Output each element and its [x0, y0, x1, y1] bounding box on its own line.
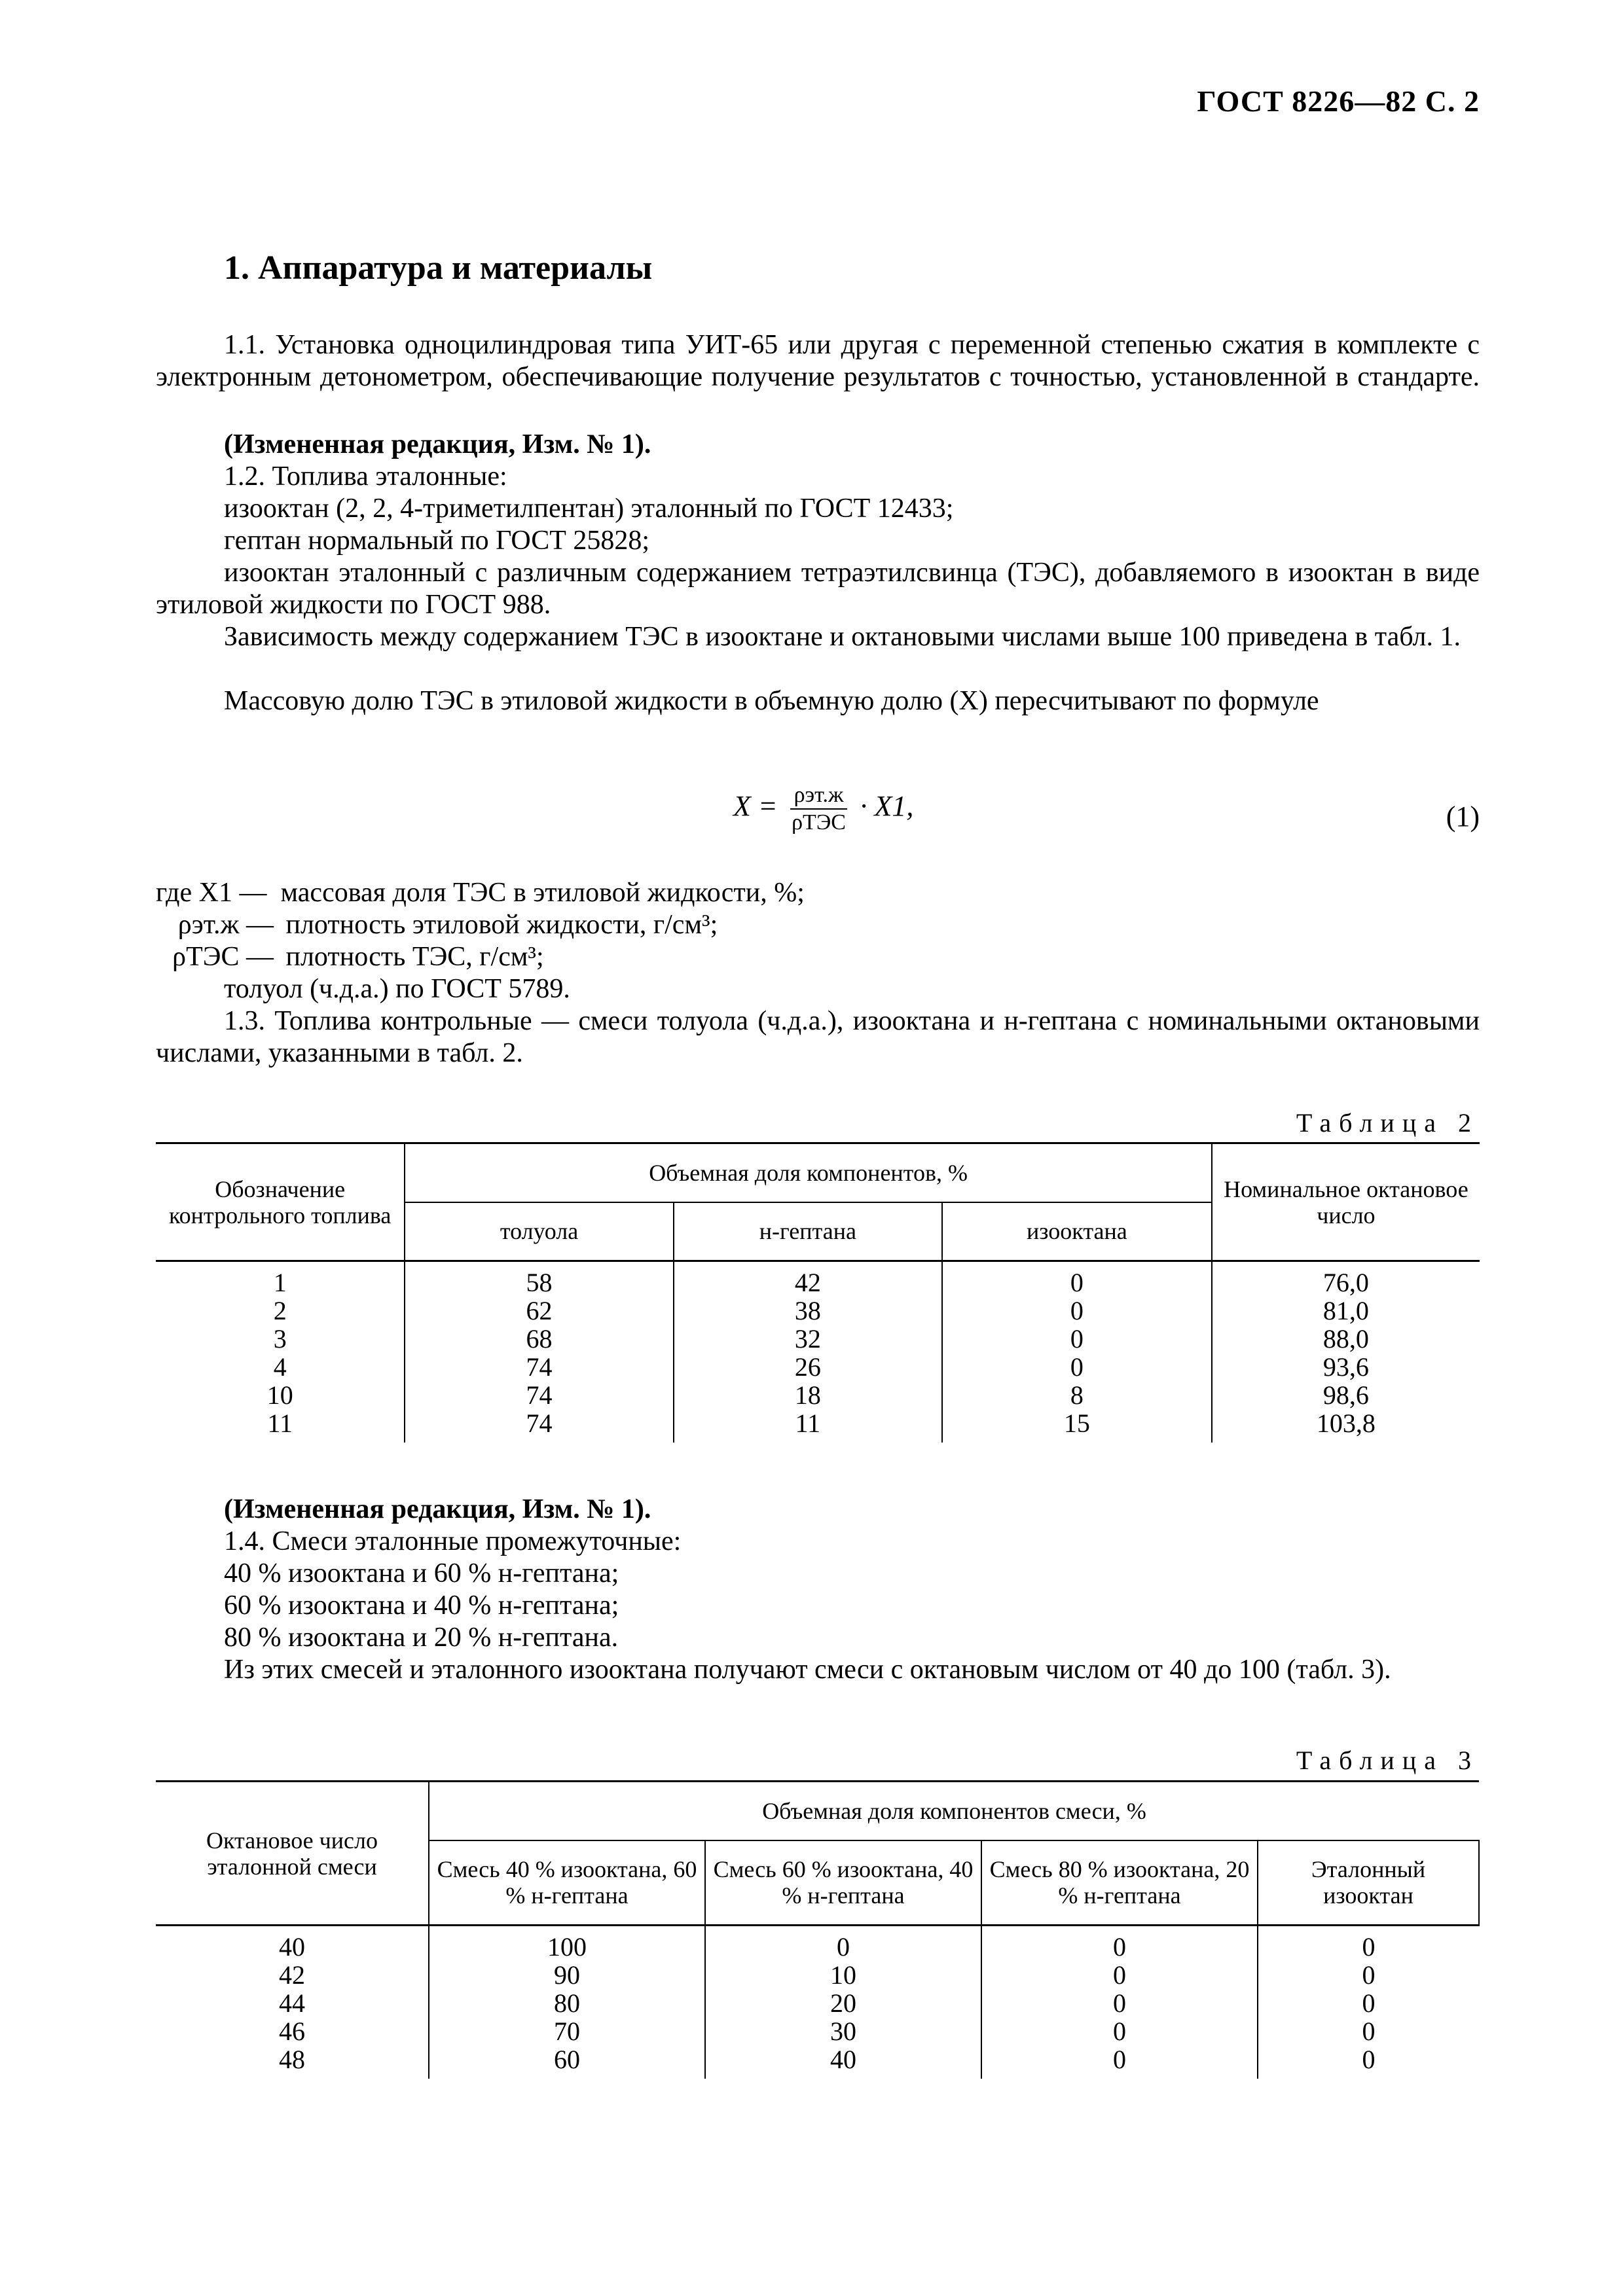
where-line-1 [156, 877, 805, 909]
paragraph-1-2-isooctane: изооктан (2, 2, 4-триметилпентан) эталонный по ГОСТ 12433; [224, 493, 954, 524]
table-cell: 0 [1362, 2017, 1376, 2046]
table-row [156, 1989, 1479, 2017]
paragraph-1-2-tel-isooctane: изооктан эталонный с различным содержанием тетраэтилсвинца (ТЭС), добавляемого в изооктан в виде этиловой жидкости по ГОСТ 988. [156, 558, 1480, 620]
paragraph-1-1-text: 1.1. Установка одноцилиндровая типа УИТ-65 или другая с переменной степенью сжатия в комплекте с электронным детонометром, обеспечивающие получение результатов с точностью, установленной в стандарте. [156, 330, 1480, 392]
formula-denominator: ρТЭС [792, 810, 846, 834]
amendment-note-2: (Измененная редакция, Изм. № 1). [224, 1494, 651, 1524]
table-cell: 98,6 [1322, 1380, 1369, 1410]
paragraph-mass-fraction: Массовую долю ТЭС в этиловой жидкости в объемную долю (X) пересчитывают по формуле [224, 686, 1319, 716]
paragraph-toluene: толуол (ч.д.а.) по ГОСТ 5789. [224, 974, 570, 1004]
table-2-header-toluene: толуола [405, 1202, 673, 1261]
table-cell: 0 [981, 1961, 1258, 1989]
table-cell: 0 [705, 1926, 981, 1962]
where-symbol: где X1 — [156, 878, 267, 908]
page-header: ГОСТ 8226—82 С. 2 [1197, 84, 1480, 118]
formula-rhs: · X1, [860, 790, 914, 823]
table-row [156, 2045, 1479, 2079]
table-3-header-share: Объемная доля компонентов смеси, % [429, 1782, 1479, 1840]
table-row [156, 1926, 1479, 1962]
table-cell: 30 [705, 2017, 981, 2045]
table-row [156, 1409, 1480, 1443]
table-cell: 0 [981, 1989, 1258, 2017]
where-symbol: ρТЭС — [172, 942, 274, 972]
table-cell: 93,6 [1322, 1352, 1369, 1382]
table-cell: 8 [942, 1381, 1212, 1409]
where-text: плотность этиловой жидкости, г/см³; [285, 910, 718, 940]
mix-line-2: 60 % изооктана и 40 % н-гептана; [224, 1590, 619, 1621]
table-cell: 81,0 [1322, 1296, 1369, 1325]
table-cell: 70 [429, 2017, 705, 2045]
table-cell: 88,0 [1322, 1324, 1369, 1354]
table-2 [156, 1142, 1480, 1443]
table-cell: 20 [705, 1989, 981, 2017]
table-cell: 0 [981, 2017, 1258, 2045]
where-symbol: ρэт.ж — [177, 910, 274, 940]
table-cell: 68 [405, 1325, 673, 1353]
section-title: 1. Аппаратура и материалы [224, 249, 653, 287]
table-cell: 60 [429, 2045, 705, 2079]
where-text: плотность ТЭС, г/см³; [285, 942, 544, 972]
table-cell: 103,8 [1316, 1408, 1376, 1438]
table-cell: 0 [1362, 1932, 1376, 1962]
table-cell: 1 [156, 1261, 405, 1297]
formula-numerator: ρэт.ж [790, 782, 848, 810]
table-row [156, 1961, 1479, 1989]
table-2-header-share: Объемная доля компонентов, % [405, 1143, 1211, 1202]
table-3-header-octane: Октановое число эталонной смеси [156, 1782, 429, 1926]
table-cell: 90 [429, 1961, 705, 1989]
paragraph-mixtures: Из этих смесей и эталонного изооктана получают смеси с октановым числом от 40 до 100 (табл. 3). [224, 1655, 1391, 1685]
table-cell: 10 [156, 1381, 405, 1409]
table-cell: 46 [156, 2017, 429, 2045]
table-cell: 0 [1362, 2045, 1376, 2074]
table-3 [156, 1780, 1480, 2079]
table-cell: 48 [156, 2045, 429, 2079]
table-cell: 0 [1362, 1960, 1376, 1990]
table-2-header-designation: Обозначение контрольного топлива [156, 1143, 405, 1261]
table-cell: 62 [405, 1297, 673, 1325]
table-3-header-mix40: Смесь 40 % изооктана, 60 % н-гептана [429, 1840, 705, 1926]
table-cell: 2 [156, 1297, 405, 1325]
table-cell: 74 [405, 1409, 673, 1443]
table-cell: 40 [705, 2045, 981, 2079]
table-cell: 0 [981, 2045, 1258, 2079]
paragraph-1-4: 1.4. Смеси эталонные промежуточные: [224, 1526, 682, 1556]
table-cell: 80 [429, 1989, 705, 2017]
table-cell: 44 [156, 1989, 429, 2017]
table-cell: 26 [674, 1353, 942, 1381]
table-2-header-isooctane: изооктана [942, 1202, 1212, 1261]
table-cell: 11 [674, 1409, 942, 1443]
table-row [156, 2017, 1479, 2045]
paragraph-dependence: Зависимость между содержанием ТЭС в изооктане и октановыми числами выше 100 приведена в табл. 1. [224, 622, 1461, 652]
table-cell: 100 [429, 1926, 705, 1962]
table-row [156, 1297, 1480, 1325]
table-cell: 18 [674, 1381, 942, 1409]
table-cell: 0 [942, 1297, 1212, 1325]
table-cell: 0 [981, 1926, 1258, 1962]
table-cell: 11 [156, 1409, 405, 1443]
paragraph-1-2-heptane: гептан нормальный по ГОСТ 25828; [224, 526, 650, 556]
table-cell: 0 [942, 1325, 1212, 1353]
mix-line-3: 80 % изооктана и 20 % н-гептана. [224, 1623, 619, 1653]
paragraph-1-2: 1.2. Топлива эталонные: [224, 461, 507, 492]
formula-number: (1) [1446, 800, 1480, 833]
table-cell: 10 [705, 1961, 981, 1989]
table-cell: 76,0 [1322, 1268, 1369, 1297]
table-cell: 38 [674, 1297, 942, 1325]
paragraph-1-1 [156, 329, 1480, 393]
table-cell: 0 [942, 1353, 1212, 1381]
table-2-header-heptane: н-гептана [674, 1202, 942, 1261]
table-cell: 74 [405, 1381, 673, 1409]
table-3-caption: Таблица 3 [1296, 1746, 1479, 1775]
table-2-header-octane: Номинальное октановое число [1212, 1143, 1480, 1261]
formula-lhs: X = [733, 790, 778, 823]
where-line-3 [156, 941, 544, 973]
paragraph-1-3: 1.3. Топлива контрольные — смеси толуола (ч.д.а.), изооктана и н-гептана с номинальными октановыми числами, указанными в табл. 2. [156, 1006, 1480, 1068]
table-cell: 42 [156, 1961, 429, 1989]
table-3-header-mix60: Смесь 60 % изооктана, 40 % н-гептана [705, 1840, 981, 1926]
table-2-caption: Таблица 2 [1296, 1108, 1479, 1138]
table-cell: 0 [1362, 1988, 1376, 2018]
mix-line-1: 40 % изооктана и 60 % н-гептана; [224, 1558, 619, 1588]
where-text: массовая доля ТЭС в этиловой жидкости, %; [280, 878, 805, 908]
table-row [156, 1381, 1480, 1409]
table-cell: 32 [674, 1325, 942, 1353]
amendment-note-1: (Измененная редакция, Изм. № 1). [224, 429, 651, 459]
table-row [156, 1325, 1480, 1353]
table-cell: 40 [156, 1926, 429, 1962]
table-cell: 74 [405, 1353, 673, 1381]
table-cell: 0 [942, 1261, 1212, 1297]
where-line-2 [156, 909, 718, 941]
table-row [156, 1353, 1480, 1381]
table-cell: 3 [156, 1325, 405, 1353]
table-cell: 15 [942, 1409, 1212, 1443]
table-row [156, 1261, 1480, 1297]
formula-fraction [790, 782, 848, 836]
table-cell: 58 [405, 1261, 673, 1297]
table-cell: 42 [674, 1261, 942, 1297]
table-3-header-reference: Эталонный изооктан [1258, 1840, 1479, 1926]
table-3-header-mix80: Смесь 80 % изооктана, 20 % н-гептана [981, 1840, 1258, 1926]
table-cell: 4 [156, 1353, 405, 1381]
formula-1 [733, 782, 913, 841]
